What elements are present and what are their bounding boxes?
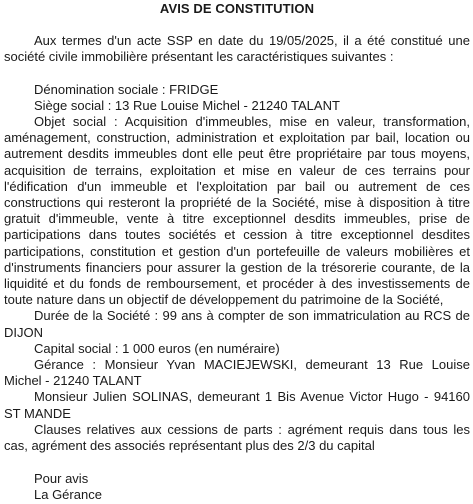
registered-office: Siège social : 13 Rue Louise Michel - 21240 TALANT	[34, 97, 340, 113]
spacer	[4, 66, 470, 82]
corporate-purpose: Objet social : Acquisition d'immeubles, mise en valeur, transformation, aménagement, construction, administration et exploitation par bail, location ou autrement desdits immeubles dont elle peut être propriétaire par tous moyens, acquisition de terrains, exploitation et mise en valeur de ces terrains pour l'édification d'un immeuble et l'exploitation par bail ou autrement de ces constructions qui resteront la propriété de la Société, mise à disposition à titre gratuit d'immeuble, vente à titre exceptionnel desdits immeubles, prise de participations dans toutes sociétés et cession à titre exceptionnel desdites participations, constitution et gestion d'un portefeuille de valeurs mobilières et d'instruments financiers pour assurer la gestion de la trésorerie courante, de la liquidité et du fonds de remboursement, et procéder à des investissements de toute nature dans un objectif de développement du patrimoine de la Société,	[4, 114, 470, 308]
management: Gérance : Monsieur Yvan MACIEJEWSKI, demeurant 13 Rue Louise Michel - 21240 TALANT	[4, 357, 470, 389]
co-manager: Monsieur Julien SOLINAS, demeurant 1 Bis Avenue Victor Hugo - 94160 ST MANDE	[4, 389, 470, 421]
closing-line: Pour avis	[34, 471, 89, 487]
company-name: Dénomination sociale : FRIDGE	[34, 81, 219, 97]
company-duration: Durée de la Société : 99 ans à compter de son immatriculation au RCS de DIJON	[4, 308, 470, 340]
notice-title: AVIS DE CONSTITUTION	[159, 1, 315, 16]
spacer	[4, 454, 470, 471]
share-capital: Capital social : 1 000 euros (en numéraire)	[34, 340, 280, 356]
signature: La Gérance	[34, 487, 102, 503]
notice-intro: Aux termes d'un acte SSP en date du 19/05/2025, il a été constitué une société civile immobilière présentant les caractéristiques suivantes :	[4, 33, 470, 65]
transfer-clauses: Clauses relatives aux cessions de parts : agrément requis dans tous les cas, agrément des associés représentant plus des 2/3 du capital	[4, 421, 470, 454]
